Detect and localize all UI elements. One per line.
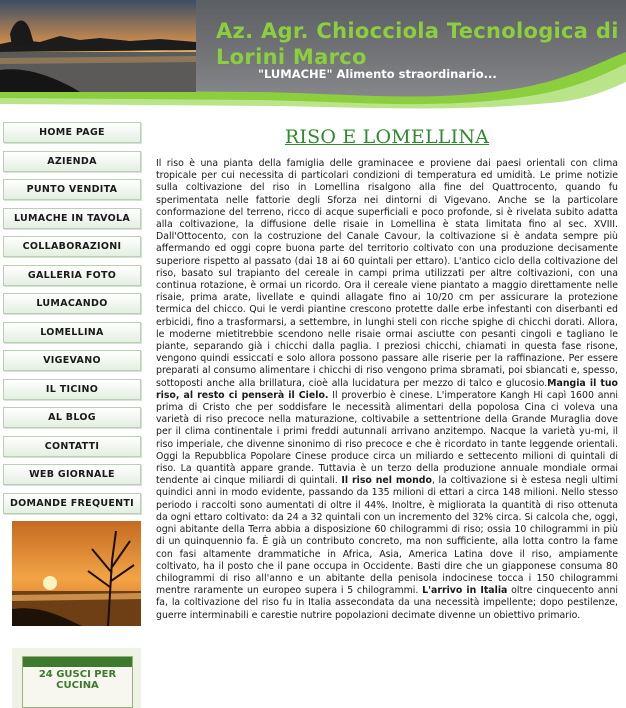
nav-item-lumacando[interactable]: LUMACANDO	[3, 293, 141, 314]
article-text	[156, 158, 618, 622]
nav-item-lumache-in-tavola[interactable]: LUMACHE IN TAVOLA	[3, 208, 141, 229]
sidebar-nav	[2, 122, 142, 521]
site-tagline: "LUMACHE" Alimento straordinario...	[258, 67, 497, 81]
article-part-a: Il riso è una pianta della famiglia delle graminacee e proviene dai paesi orientali con clima tropicale per cui necessita di particolari condizioni di temperatura ed umidità. Le prime notizie sulla coltivazione del riso in Lomellina risalgono alla fine del Quattrocento, quando fu sperimentata nelle fattorie degli Sforza nei dintorni di Vigevano. Anche se la particolare conformazione del terreno, ricco di acque superficiali e poco profonde, si è rivelata subito adatta alla coltivazione, la diffusione delle risaie in Lomellina è stata limitata fino al sec. XVIII. Dall'Ottocento, con la costruzione del Canale Cavour, la coltivazione si è andata sempre più affermando ed oggi copre buona parte del territorio coltivato con una produzione decisamente superiore rispetto al passato (dai 18 ai 60 quintali per ettaro). L'antico ciclo della coltivazione del riso, basato sul trapianto del cereale in campi prima utilizzati per altre coltivazioni, con una continua rotazione, è ormai un ricordo. Ora il cereale viene piantato a maggio direttamente nelle risaie, prima arate, livellate e quindi allagate fino ai 10/20 cm per assicurare la protezione termica del chicco. Qui le verdi piantine crescono protette dalle erbe infestanti con diserbanti ed erbicidi, fino a trasformarsi, a settembre, in lunghi steli con ricche spighe di chicchi dorati. Allora, le moderne mietitrebbie scendono nelle risaie ormai asciutte con pesanti cingoli e tagliano le piante, separando già i chicchi dalla paglia. I preziosi chicchi, chiamati in questa fase risone, vengono quindi essiccati e solo allora possono passare alle riserie per la raffinazione. Per essere preparati al consumo alimentare i chicchi di riso vengono prima sbramati, poi sbiancati e, spesso, sottoposti anche alla brillatura, cioè alla lucidatura per mezzo di talco e glucosio.	[156, 158, 618, 389]
nav-item-domande-frequenti[interactable]: DOMANDE FREQUENTI	[3, 493, 141, 514]
nav-item-punto-vendita[interactable]: PUNTO VENDITA	[3, 179, 141, 200]
nav-item-lomellina[interactable]: LOMELLINA	[3, 322, 141, 343]
main-content	[156, 120, 618, 622]
world-rice-highlight: Il riso nel mondo	[341, 475, 432, 487]
site-title: Az. Agr. Chiocciola Tecnologica di Lorini Marco	[216, 19, 619, 69]
nav-item-collaborazioni[interactable]: COLLABORAZIONI	[3, 236, 141, 257]
ad-band	[23, 657, 132, 667]
nav-item-il-ticino[interactable]: IL TICINO	[3, 379, 141, 400]
nav-item-contatti[interactable]: CONTATTI	[3, 436, 141, 457]
ad-frame	[22, 656, 133, 708]
gusci-ad-banner[interactable]	[12, 648, 141, 708]
nav-item-web-giornale[interactable]: WEB GIORNALE	[3, 464, 141, 485]
page-title: RISO E LOMELLINA	[284, 126, 490, 148]
proverb-highlight: Mangia il tuo riso, al resto ci penserà il Cielo.	[156, 377, 618, 401]
nav-item-azienda[interactable]: AZIENDA	[3, 151, 141, 172]
nav-item-galleria-foto[interactable]: GALLERIA FOTO	[3, 265, 141, 286]
nav-item-home-page[interactable]: HOME PAGE	[3, 122, 141, 143]
sunset-tree-photo	[12, 521, 141, 626]
article-part-c: , la coltivazione si è estesa negli ultimi quindici anni in modo evidente, passando da 135 milioni di ettari a circa 148 milioni. Nello stesso periodo i raccolti sono aumentati di oltre il 44%. Inoltre, è migliorata la quantità di riso ottenuta da ogni ettaro coltivato: da 24 a 32 quintali con un incremento del 32% circa. Si calcola che, oggi, ogni abitante della Terra abbia a disposizione 60 chilogrammi di riso; ossia 10 chilogrammi in più di un quinquennio fa. È già un contributo concreto, ma non sufficiente, alla lotta contro la fame con fasi altamente drammatiche in Africa, Asia, America Latina dove il riso, ampiamente coltivato, ha il posto che il pane occupa in Occidente. Basti dire che un giapponese consuma 80 chilogrammi di riso all'anno e un abitante della penisola indocinese tocca i 150 chilogrammi mentre raramente un europeo supera i 5 chilogrammi.	[156, 475, 618, 597]
nav-item-vigevano[interactable]: VIGEVANO	[3, 350, 141, 371]
article-part-d: oltre cinquecento anni fa, la coltivazione del riso fu in Italia assecondata da una necessità impellente; dopo pestilenze, guerre interminabili e carestie nutrire popolazioni decimate divenne un obiettivo primario.	[156, 585, 618, 621]
sunset-river-photo	[0, 0, 196, 92]
italy-arrival-highlight: L'arrivo in Italia	[422, 585, 508, 597]
site-header	[0, 0, 626, 110]
article-part-b: Il proverbio è cinese. L'imperatore Kangh Hi capì 1600 anni prima di Cristo che per soddisfare le necessità alimentari della popolosa Cina ci voleva una varietà di riso precoce nella maturazione, coltivabile a settentrione della Grande Muraglia dove per il clima continentale i primi freddi autunnali arrivano anzitempo. Nacque la varietà yu-mi, il riso imperiale, che divenne sinonimo di riso precoce e che è ricordato in tante leggende orientali. Oggi la Repubblica Popolare Cinese produce circa un miliardo e settecento milioni di quintali di riso. La quantità appare grande. Tuttavia è un terzo della produzione annuale mondiale ormai tendente ai cinque miliardi di quintali.	[156, 389, 618, 487]
ad-text: 24 GUSCI PER CUCINA	[38, 669, 117, 691]
nav-item-al-blog[interactable]: AL BLOG	[3, 407, 141, 428]
